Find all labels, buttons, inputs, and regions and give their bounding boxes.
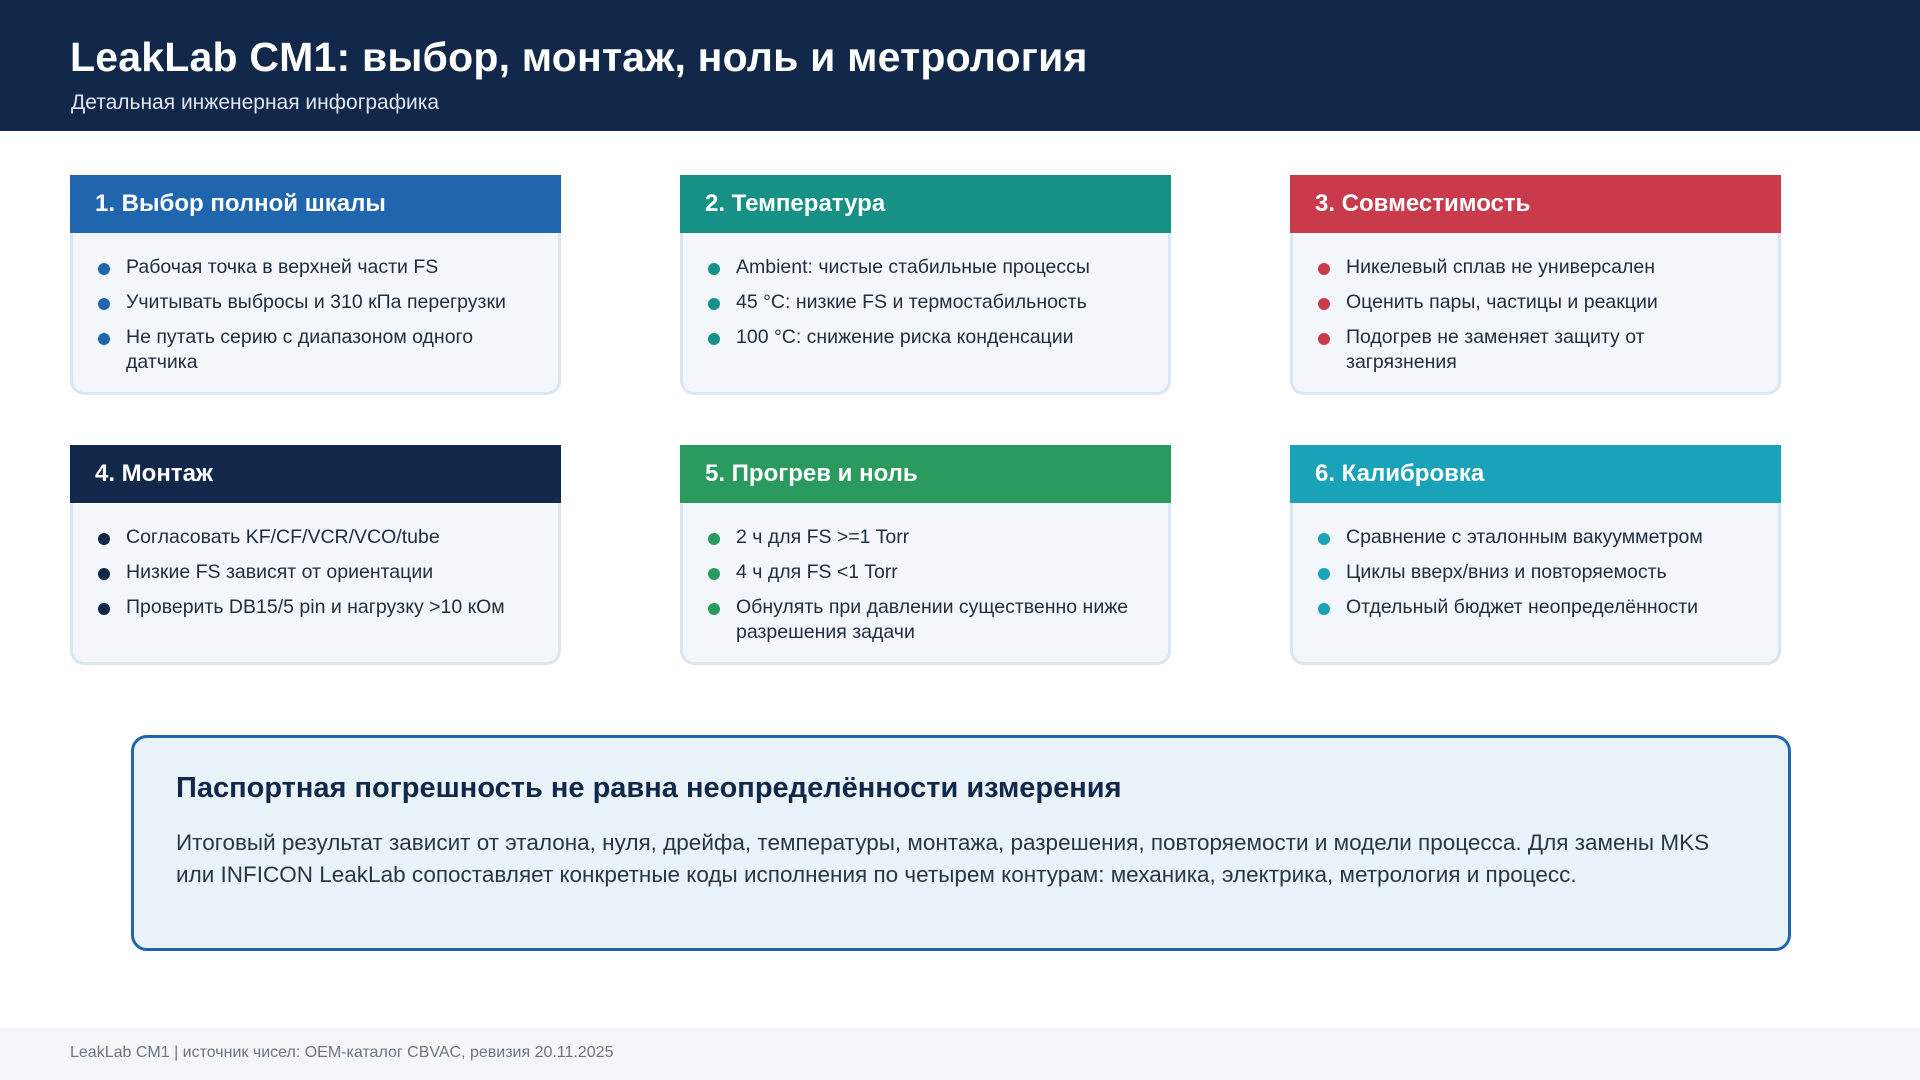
card-list — [98, 525, 538, 630]
list-item — [98, 560, 538, 585]
list-item-text: Оценить пары, частицы и реакции — [1346, 291, 1658, 313]
bullet-icon — [708, 333, 720, 345]
list-item-text: Не путать серию с диапазоном одного датчика — [126, 326, 474, 373]
list-item-text: Циклы вверх/вниз и повторяемость — [1346, 561, 1667, 583]
page-title: LeakLab CM1: выбор, монтаж, ноль и метрология — [70, 34, 1088, 80]
callout-box — [131, 735, 1791, 951]
list-item — [1318, 290, 1758, 315]
list-item-text: Проверить DB15/5 pin и нагрузку >10 кОм — [126, 596, 505, 618]
card-title: 2. Температура — [680, 175, 1171, 233]
page-subtitle: Детальная инженерная инфографика — [71, 91, 440, 114]
footer — [0, 1028, 1920, 1080]
list-item — [708, 290, 1148, 315]
list-item — [708, 525, 1148, 550]
list-item-text: Низкие FS зависят от ориентации — [126, 561, 434, 583]
list-item — [1318, 255, 1758, 280]
card-list — [708, 255, 1148, 360]
bullet-icon — [708, 263, 720, 275]
bullet-icon — [98, 298, 110, 310]
bullet-icon — [708, 568, 720, 580]
card-list — [708, 525, 1148, 655]
bullet-icon — [98, 603, 110, 615]
list-item — [1318, 525, 1758, 550]
card-title: 6. Калибровка — [1290, 445, 1781, 503]
bullet-icon — [98, 333, 110, 345]
list-item-text: Сравнение с эталонным вакуумметром — [1346, 526, 1703, 548]
footer-source: LeakLab CM1 | источник чисел: OEM-каталог CBVAC, ревизия 20.11.2025 — [70, 1044, 614, 1061]
bullet-icon — [708, 298, 720, 310]
list-item-text: Учитывать выбросы и 310 кПа перегрузки — [126, 291, 506, 313]
card-warmup-zero — [680, 445, 1171, 665]
list-item-text: Никелевый сплав не универсален — [1346, 256, 1656, 278]
card-title: 1. Выбор полной шкалы — [70, 175, 561, 233]
list-item — [1318, 595, 1758, 620]
list-item-text: Обнулять при давлении существенно ниже разрешения задачи — [736, 596, 1129, 643]
card-title: 5. Прогрев и ноль — [680, 445, 1171, 503]
list-item — [98, 595, 538, 620]
list-item — [98, 325, 538, 375]
list-item-text: Ambient: чистые стабильные процессы — [736, 256, 1090, 278]
card-mounting — [70, 445, 561, 665]
bullet-icon — [1318, 298, 1330, 310]
list-item-text: Рабочая точка в верхней части FS — [126, 256, 439, 278]
card-fullscale-selection — [70, 175, 561, 395]
list-item — [98, 525, 538, 550]
list-item — [708, 255, 1148, 280]
list-item-text: 100 °C: снижение риска конденсации — [736, 326, 1074, 348]
list-item-text: Подогрев не заменяет защиту от загрязнения — [1346, 326, 1645, 373]
card-list — [1318, 255, 1758, 385]
callout-body: Итоговый результат зависит от эталона, нуля, дрейфа, температуры, монтажа, разрешения, повторяемости и модели процесса. Для замены MKS или INFICON LeakLab сопоставляет конкретные коды исполнения по четырем контурам: механика, электрика, метрология и процесс. — [176, 830, 1710, 887]
bullet-icon — [1318, 263, 1330, 275]
card-list — [1318, 525, 1758, 630]
bullet-icon — [708, 533, 720, 545]
list-item-text: Отдельный бюджет неопределённости — [1346, 596, 1699, 618]
card-compatibility — [1290, 175, 1781, 395]
bullet-icon — [1318, 603, 1330, 615]
bullet-icon — [98, 263, 110, 275]
card-list — [98, 255, 538, 385]
callout-title: Паспортная погрешность не равна неопределённости измерения — [176, 772, 1122, 804]
bullet-icon — [1318, 533, 1330, 545]
list-item — [708, 595, 1148, 645]
card-title: 3. Совместимость — [1290, 175, 1781, 233]
list-item — [1318, 325, 1758, 375]
list-item-text: 4 ч для FS <1 Torr — [736, 561, 898, 583]
list-item-text: Согласовать KF/CF/VCR/VCO/tube — [126, 526, 440, 548]
list-item — [708, 560, 1148, 585]
card-title: 4. Монтаж — [70, 445, 561, 503]
list-item — [98, 290, 538, 315]
list-item — [708, 325, 1148, 350]
bullet-icon — [98, 568, 110, 580]
card-temperature — [680, 175, 1171, 395]
list-item-text: 45 °C: низкие FS и термостабильность — [736, 291, 1087, 313]
bullet-icon — [98, 533, 110, 545]
card-calibration — [1290, 445, 1781, 665]
bullet-icon — [708, 603, 720, 615]
list-item — [98, 255, 538, 280]
list-item-text: 2 ч для FS >=1 Torr — [736, 526, 910, 548]
bullet-icon — [1318, 333, 1330, 345]
header-banner — [0, 0, 1920, 131]
list-item — [1318, 560, 1758, 585]
bullet-icon — [1318, 568, 1330, 580]
